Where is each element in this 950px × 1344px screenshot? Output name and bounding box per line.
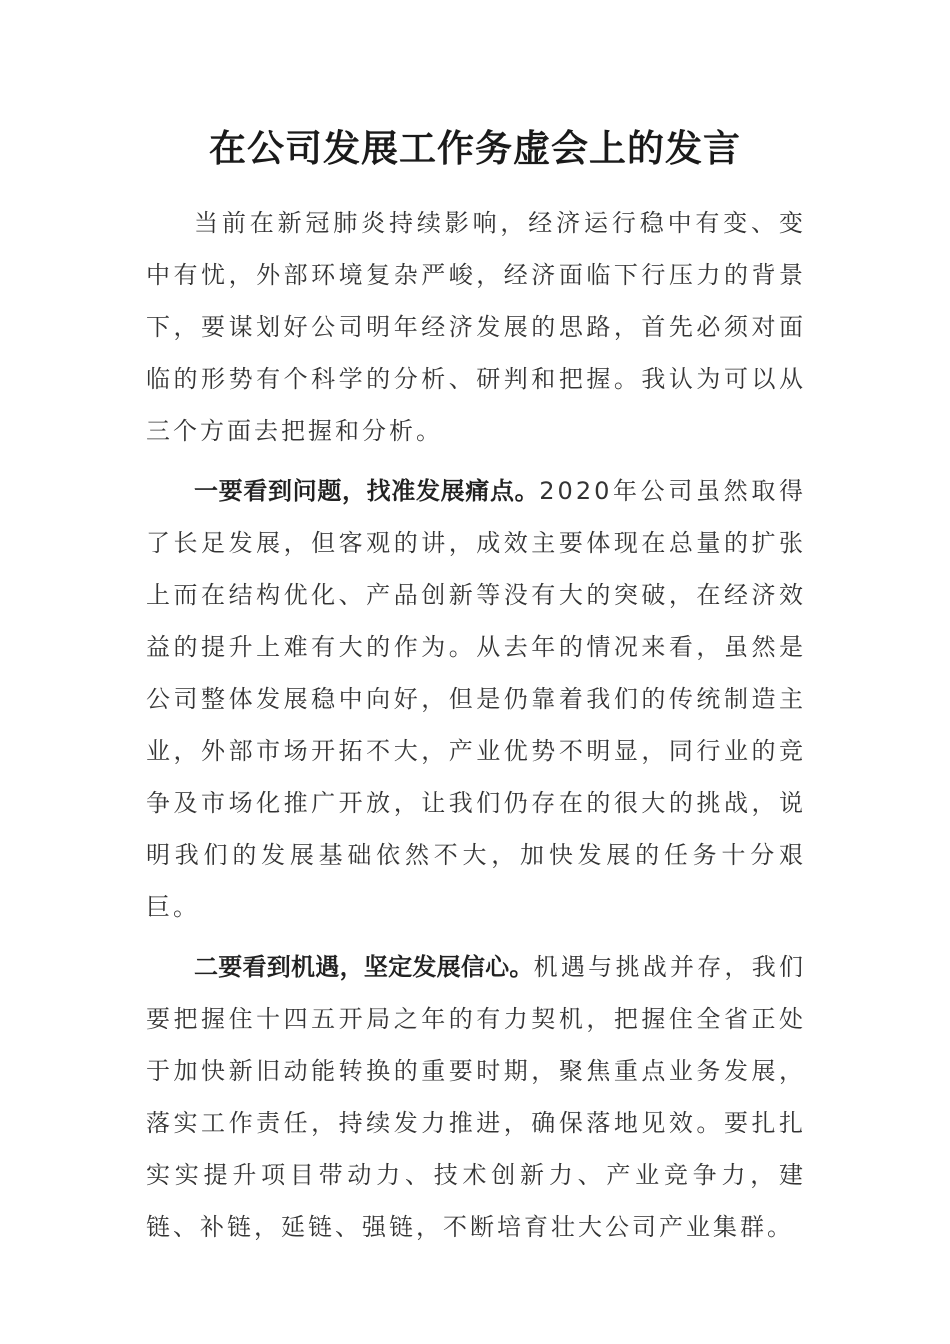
- paragraph-opportunities: [146, 941, 806, 1253]
- paragraph-text: 机遇与挑战并存，我们要把握住十四五开局之年的有力契机，把握住全省正处于加快新旧动能转换的重要时期，聚焦重点业务发展，落实工作责任，持续发力推进，确保落地见效。要扎扎实实提升项目带动力、技术创新力、产业竞争力，建链、补链，延链、强链，不断培育壮大公司产业集群。: [146, 953, 807, 1241]
- paragraph-intro: [146, 197, 806, 457]
- document-title: 在公司发展工作务虚会上的发言: [209, 126, 741, 170]
- paragraph-lead: 二要看到机遇，坚定发展信心。: [194, 953, 534, 981]
- paragraph-text: 2020年公司虽然取得了长足发展，但客观的讲，成效主要体现在总量的扩张上而在结构优化、产品创新等没有大的突破，在经济效益的提升上难有大的作为。从去年的情况来看，虽然是公司整体发展稳中向好，但是仍靠着我们的传统制造主业，外部市场开拓不大，产业优势不明显，同行业的竞争及市场化推广开放，让我们仍存在的很大的挑战，说明我们的发展基础依然不大，加快发展的任务十分艰巨。: [146, 477, 806, 921]
- document-body: [146, 197, 806, 1261]
- paragraph-text: 当前在新冠肺炎持续影响，经济运行稳中有变、变中有忧，外部环境复杂严峻，经济面临下行压力的背景下，要谋划好公司明年经济发展的思路，首先必须对面临的形势有个科学的分析、研判和把握。我认为可以从三个方面去把握和分析。: [146, 209, 806, 445]
- paragraph-problems: [146, 465, 806, 933]
- paragraph-lead: 一要看到问题，找准发展痛点。: [194, 477, 540, 505]
